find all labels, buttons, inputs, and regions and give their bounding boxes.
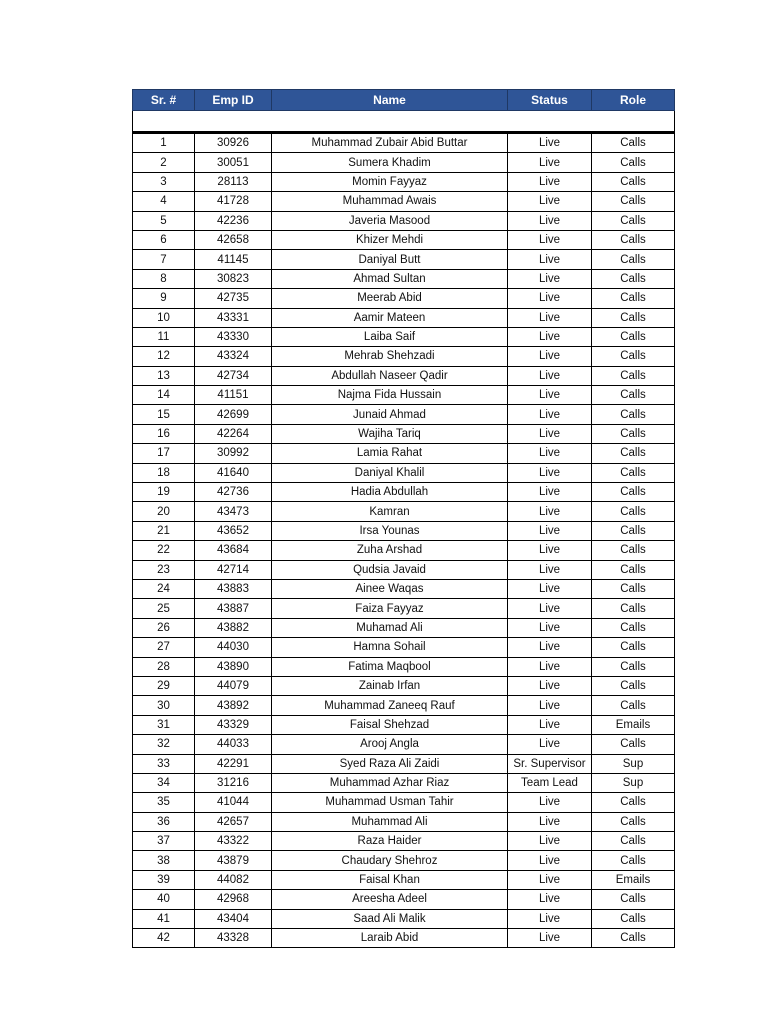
sr-no-cell: 5 (133, 211, 195, 230)
name-cell: Wajiha Tariq (272, 424, 508, 443)
emp-id-cell: 41145 (195, 250, 272, 269)
status-cell: Live (508, 560, 592, 579)
table-row (133, 696, 675, 715)
status-cell: Live (508, 192, 592, 211)
emp-id-cell: 30823 (195, 269, 272, 288)
emp-id-cell: 41640 (195, 463, 272, 482)
name-cell: Irsa Younas (272, 521, 508, 540)
role-cell: Calls (592, 521, 675, 540)
name-cell: Khizer Mehdi (272, 230, 508, 249)
status-cell: Live (508, 386, 592, 405)
emp-id-cell: 43330 (195, 327, 272, 346)
role-cell: Calls (592, 230, 675, 249)
role-cell: Calls (592, 308, 675, 327)
header-name: Name (272, 90, 508, 111)
status-cell: Live (508, 909, 592, 928)
table-row (133, 909, 675, 928)
role-cell: Calls (592, 812, 675, 831)
role-cell: Calls (592, 405, 675, 424)
sr-no-cell: 40 (133, 890, 195, 909)
table-row (133, 638, 675, 657)
name-cell: Sumera Khadim (272, 153, 508, 172)
name-cell: Najma Fida Hussain (272, 386, 508, 405)
table-row (133, 347, 675, 366)
sr-no-cell: 15 (133, 405, 195, 424)
emp-id-cell: 42264 (195, 424, 272, 443)
sr-no-cell: 17 (133, 444, 195, 463)
status-cell: Live (508, 676, 592, 695)
emp-id-cell: 30926 (195, 133, 272, 153)
sr-no-cell: 26 (133, 618, 195, 637)
role-cell: Calls (592, 929, 675, 948)
role-cell: Calls (592, 366, 675, 385)
status-cell: Live (508, 269, 592, 288)
table-row (133, 773, 675, 792)
status-cell: Live (508, 483, 592, 502)
status-cell: Live (508, 327, 592, 346)
name-cell: Zuha Arshad (272, 541, 508, 560)
status-cell: Live (508, 812, 592, 831)
emp-id-cell: 43328 (195, 929, 272, 948)
emp-id-cell: 30992 (195, 444, 272, 463)
table-row (133, 812, 675, 831)
sr-no-cell: 4 (133, 192, 195, 211)
table-row (133, 230, 675, 249)
emp-id-cell: 43892 (195, 696, 272, 715)
role-cell: Calls (592, 560, 675, 579)
table-row (133, 521, 675, 540)
table-row (133, 327, 675, 346)
status-cell: Live (508, 444, 592, 463)
sr-no-cell: 24 (133, 579, 195, 598)
emp-id-cell: 43879 (195, 851, 272, 870)
sr-no-cell: 42 (133, 929, 195, 948)
role-cell: Calls (592, 890, 675, 909)
name-cell: Faisal Shehzad (272, 715, 508, 734)
table-row (133, 657, 675, 676)
sr-no-cell: 37 (133, 832, 195, 851)
table-row (133, 851, 675, 870)
sr-no-cell: 11 (133, 327, 195, 346)
status-cell: Live (508, 579, 592, 598)
table-row (133, 424, 675, 443)
status-cell: Live (508, 929, 592, 948)
name-cell: Saad Ali Malik (272, 909, 508, 928)
emp-id-cell: 44079 (195, 676, 272, 695)
name-cell: Muhammad Zaneeq Rauf (272, 696, 508, 715)
table-row (133, 890, 675, 909)
name-cell: Hadia Abdullah (272, 483, 508, 502)
table-row (133, 405, 675, 424)
spacer-cell (133, 111, 675, 133)
status-cell: Live (508, 289, 592, 308)
emp-id-cell: 42734 (195, 366, 272, 385)
name-cell: Chaudary Shehroz (272, 851, 508, 870)
role-cell: Sup (592, 754, 675, 773)
sr-no-cell: 10 (133, 308, 195, 327)
name-cell: Faisal Khan (272, 870, 508, 889)
sr-no-cell: 7 (133, 250, 195, 269)
sr-no-cell: 23 (133, 560, 195, 579)
emp-id-cell: 43404 (195, 909, 272, 928)
role-cell: Calls (592, 211, 675, 230)
name-cell: Muhammad Ali (272, 812, 508, 831)
emp-id-cell: 42657 (195, 812, 272, 831)
name-cell: Abdullah Naseer Qadir (272, 366, 508, 385)
status-cell: Live (508, 250, 592, 269)
status-cell: Live (508, 230, 592, 249)
table-row (133, 618, 675, 637)
sr-no-cell: 21 (133, 521, 195, 540)
status-cell: Live (508, 599, 592, 618)
emp-id-cell: 43473 (195, 502, 272, 521)
role-cell: Calls (592, 735, 675, 754)
sr-no-cell: 18 (133, 463, 195, 482)
status-cell: Live (508, 618, 592, 637)
name-cell: Ahmad Sultan (272, 269, 508, 288)
role-cell: Calls (592, 909, 675, 928)
sr-no-cell: 6 (133, 230, 195, 249)
status-cell: Live (508, 308, 592, 327)
status-cell: Live (508, 424, 592, 443)
emp-id-cell: 42736 (195, 483, 272, 502)
role-cell: Calls (592, 618, 675, 637)
sr-no-cell: 22 (133, 541, 195, 560)
sr-no-cell: 1 (133, 133, 195, 153)
spacer-row (133, 111, 675, 133)
table-row (133, 153, 675, 172)
name-cell: Arooj Angla (272, 735, 508, 754)
name-cell: Hamna Sohail (272, 638, 508, 657)
status-cell: Live (508, 696, 592, 715)
table-row (133, 192, 675, 211)
name-cell: Daniyal Khalil (272, 463, 508, 482)
role-cell: Calls (592, 851, 675, 870)
status-cell: Live (508, 715, 592, 734)
role-cell: Calls (592, 250, 675, 269)
name-cell: Laiba Saif (272, 327, 508, 346)
table-row (133, 599, 675, 618)
table-body (133, 133, 675, 948)
role-cell: Calls (592, 347, 675, 366)
table-row (133, 463, 675, 482)
table-row (133, 676, 675, 695)
sr-no-cell: 2 (133, 153, 195, 172)
sr-no-cell: 35 (133, 793, 195, 812)
table-row (133, 250, 675, 269)
table-row (133, 502, 675, 521)
role-cell: Calls (592, 172, 675, 191)
name-cell: Muhammad Zubair Abid Buttar (272, 133, 508, 153)
role-cell: Sup (592, 773, 675, 792)
sr-no-cell: 25 (133, 599, 195, 618)
table-row (133, 715, 675, 734)
status-cell: Live (508, 366, 592, 385)
sr-no-cell: 29 (133, 676, 195, 695)
name-cell: Faiza Fayyaz (272, 599, 508, 618)
emp-id-cell: 43652 (195, 521, 272, 540)
header-row (133, 90, 675, 111)
role-cell: Calls (592, 192, 675, 211)
role-cell: Calls (592, 638, 675, 657)
status-cell: Live (508, 851, 592, 870)
status-cell: Live (508, 890, 592, 909)
role-cell: Calls (592, 599, 675, 618)
table-row (133, 386, 675, 405)
status-cell: Live (508, 347, 592, 366)
sr-no-cell: 16 (133, 424, 195, 443)
name-cell: Muhammad Azhar Riaz (272, 773, 508, 792)
status-cell: Sr. Supervisor (508, 754, 592, 773)
role-cell: Calls (592, 444, 675, 463)
table-row (133, 793, 675, 812)
sr-no-cell: 38 (133, 851, 195, 870)
emp-id-cell: 42236 (195, 211, 272, 230)
sr-no-cell: 12 (133, 347, 195, 366)
name-cell: Fatima Maqbool (272, 657, 508, 676)
spacer-section (133, 111, 675, 133)
name-cell: Mehrab Shehzadi (272, 347, 508, 366)
emp-id-cell: 42291 (195, 754, 272, 773)
table-row (133, 308, 675, 327)
emp-id-cell: 28113 (195, 172, 272, 191)
header-sr-no: Sr. # (133, 90, 195, 111)
status-cell: Live (508, 832, 592, 851)
emp-id-cell: 43329 (195, 715, 272, 734)
role-cell: Calls (592, 696, 675, 715)
name-cell: Muhammad Usman Tahir (272, 793, 508, 812)
name-cell: Muhamad Ali (272, 618, 508, 637)
role-cell: Calls (592, 502, 675, 521)
table-row (133, 929, 675, 948)
sr-no-cell: 14 (133, 386, 195, 405)
status-cell: Live (508, 657, 592, 676)
emp-id-cell: 43882 (195, 618, 272, 637)
header-role: Role (592, 90, 675, 111)
sr-no-cell: 3 (133, 172, 195, 191)
sr-no-cell: 28 (133, 657, 195, 676)
role-cell: Calls (592, 579, 675, 598)
role-cell: Calls (592, 657, 675, 676)
status-cell: Live (508, 638, 592, 657)
emp-id-cell: 30051 (195, 153, 272, 172)
status-cell: Live (508, 793, 592, 812)
status-cell: Live (508, 133, 592, 153)
table-row (133, 289, 675, 308)
status-cell: Live (508, 521, 592, 540)
role-cell: Calls (592, 327, 675, 346)
sr-no-cell: 32 (133, 735, 195, 754)
name-cell: Syed Raza Ali Zaidi (272, 754, 508, 773)
table-row (133, 444, 675, 463)
sr-no-cell: 27 (133, 638, 195, 657)
sr-no-cell: 34 (133, 773, 195, 792)
name-cell: Meerab Abid (272, 289, 508, 308)
role-cell: Calls (592, 832, 675, 851)
emp-id-cell: 42735 (195, 289, 272, 308)
status-cell: Live (508, 172, 592, 191)
emp-id-cell: 42658 (195, 230, 272, 249)
emp-id-cell: 44082 (195, 870, 272, 889)
status-cell: Live (508, 870, 592, 889)
role-cell: Emails (592, 715, 675, 734)
role-cell: Calls (592, 386, 675, 405)
table-row (133, 832, 675, 851)
sr-no-cell: 39 (133, 870, 195, 889)
header-emp-id: Emp ID (195, 90, 272, 111)
emp-id-cell: 41151 (195, 386, 272, 405)
role-cell: Calls (592, 133, 675, 153)
name-cell: Muhammad Awais (272, 192, 508, 211)
table-row (133, 579, 675, 598)
role-cell: Calls (592, 676, 675, 695)
sr-no-cell: 36 (133, 812, 195, 831)
emp-id-cell: 43324 (195, 347, 272, 366)
sr-no-cell: 41 (133, 909, 195, 928)
table-row (133, 560, 675, 579)
status-cell: Live (508, 211, 592, 230)
header-status: Status (508, 90, 592, 111)
name-cell: Qudsia Javaid (272, 560, 508, 579)
status-cell: Live (508, 541, 592, 560)
table-row (133, 870, 675, 889)
emp-id-cell: 43684 (195, 541, 272, 560)
sr-no-cell: 31 (133, 715, 195, 734)
role-cell: Calls (592, 153, 675, 172)
sr-no-cell: 13 (133, 366, 195, 385)
table-header (133, 90, 675, 111)
role-cell: Calls (592, 541, 675, 560)
table-row (133, 133, 675, 153)
status-cell: Live (508, 153, 592, 172)
name-cell: Daniyal Butt (272, 250, 508, 269)
emp-id-cell: 42968 (195, 890, 272, 909)
name-cell: Raza Haider (272, 832, 508, 851)
name-cell: Javeria Masood (272, 211, 508, 230)
name-cell: Areesha Adeel (272, 890, 508, 909)
table-row (133, 754, 675, 773)
sr-no-cell: 33 (133, 754, 195, 773)
emp-id-cell: 43890 (195, 657, 272, 676)
table-row (133, 541, 675, 560)
employee-table (132, 89, 675, 948)
role-cell: Calls (592, 463, 675, 482)
status-cell: Team Lead (508, 773, 592, 792)
role-cell: Calls (592, 269, 675, 288)
status-cell: Live (508, 405, 592, 424)
emp-id-cell: 43883 (195, 579, 272, 598)
emp-id-cell: 41728 (195, 192, 272, 211)
table-row (133, 172, 675, 191)
role-cell: Calls (592, 793, 675, 812)
name-cell: Kamran (272, 502, 508, 521)
emp-id-cell: 43331 (195, 308, 272, 327)
name-cell: Ainee Waqas (272, 579, 508, 598)
role-cell: Calls (592, 289, 675, 308)
name-cell: Junaid Ahmad (272, 405, 508, 424)
status-cell: Live (508, 463, 592, 482)
emp-id-cell: 43887 (195, 599, 272, 618)
sr-no-cell: 9 (133, 289, 195, 308)
table-row (133, 735, 675, 754)
role-cell: Calls (592, 424, 675, 443)
emp-id-cell: 31216 (195, 773, 272, 792)
table-row (133, 483, 675, 502)
emp-id-cell: 42699 (195, 405, 272, 424)
emp-id-cell: 43322 (195, 832, 272, 851)
table-row (133, 269, 675, 288)
role-cell: Emails (592, 870, 675, 889)
sr-no-cell: 30 (133, 696, 195, 715)
emp-id-cell: 44030 (195, 638, 272, 657)
emp-id-cell: 41044 (195, 793, 272, 812)
name-cell: Aamir Mateen (272, 308, 508, 327)
name-cell: Laraib Abid (272, 929, 508, 948)
name-cell: Lamia Rahat (272, 444, 508, 463)
table-row (133, 366, 675, 385)
status-cell: Live (508, 735, 592, 754)
status-cell: Live (508, 502, 592, 521)
emp-id-cell: 44033 (195, 735, 272, 754)
sr-no-cell: 20 (133, 502, 195, 521)
emp-id-cell: 42714 (195, 560, 272, 579)
sr-no-cell: 8 (133, 269, 195, 288)
role-cell: Calls (592, 483, 675, 502)
name-cell: Zainab Irfan (272, 676, 508, 695)
name-cell: Momin Fayyaz (272, 172, 508, 191)
table-row (133, 211, 675, 230)
sr-no-cell: 19 (133, 483, 195, 502)
